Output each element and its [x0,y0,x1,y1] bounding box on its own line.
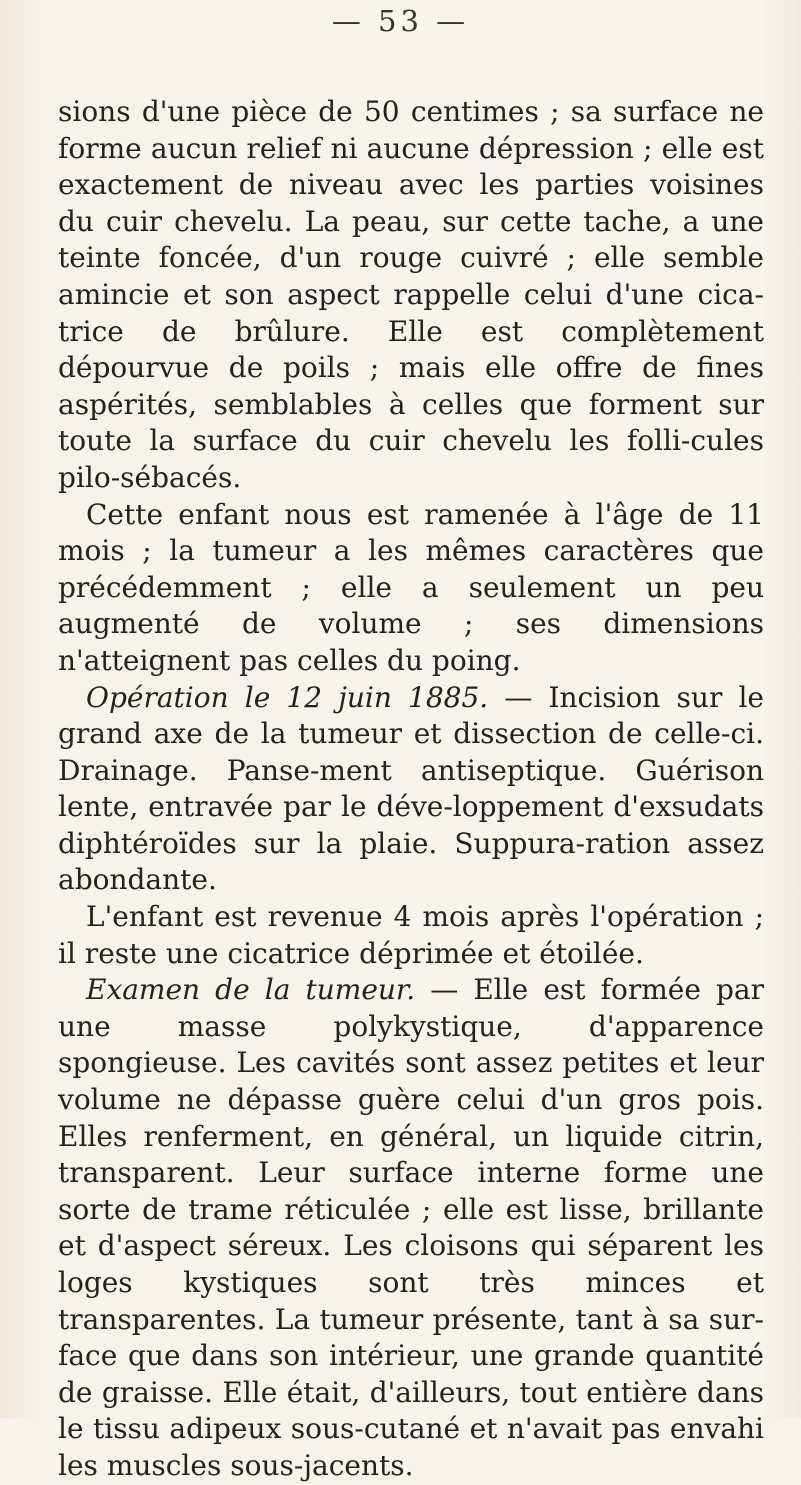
paragraph-3 [58,680,764,900]
paragraph-5 [58,972,764,1484]
body-text [58,94,764,1485]
paragraph-3-text: — Incision sur le grand axe de la tumeur et dissection de celle-ci. Drainage. Panse-ment antiseptique. Guérison lente, entravée par le déve-loppement d'exsudats diphtéroïdes sur la plaie. Suppura-ration assez abondante. [58,680,764,897]
paragraph-3-lead: Opération le 12 juin 1885. [86,680,489,714]
page-number: — 53 — [331,4,470,38]
paragraph-2 [58,497,764,680]
paragraph-5-text: — Elle est formée par une masse polykystique, d'apparence spongieuse. Les cavités sont assez petites et leur volume ne dépasse guère celui d'un gros pois. Elles renferment, en général, un liquide citrin, transparent. Leur surface interne forme une sorte de trame réticulée ; elle est lisse, brillante et d'aspect séreux. Les cloisons qui séparent les loges kystiques sont très minces et transparentes. La tumeur présente, tant à sa sur-face que dans son intérieur, une grande quantité de graisse. Elle était, d'ailleurs, tout entière dans le tissu adipeux sous-cutané et n'avait pas envahi les muscles sous-jacents. [58,973,764,1482]
paragraph-1 [58,94,764,497]
paragraph-4-text: L'enfant est revenue 4 mois après l'opération ; il reste une cicatrice déprimée et étoilée. [58,900,764,970]
paragraph-4 [58,899,764,972]
paragraph-1-text: sions d'une pièce de 50 centimes ; sa surface ne forme aucun relief ni aucune dépression ; elle est exactement de niveau avec les parties voisines du cuir chevelu. La peau, sur cette tache, a une teinte foncée, d'un rouge cuivré ; elle semble amincie et son aspect rappelle celui d'une cica-trice de brûlure. Elle est complètement dépourvue de poils ; mais elle offre de fines aspérités, semblables à celles que forment sur toute la surface du cuir chevelu les folli-cules pilo-sébacés. [58,95,764,494]
paragraph-5-lead: Examen de la tumeur. [86,973,416,1007]
paragraph-2-text: Cette enfant nous est ramenée à l'âge de 11 mois ; la tumeur a les mêmes caractères que précédemment ; elle a seulement un peu augmenté de volume ; ses dimensions n'atteignent pas celles du poing. [58,497,764,677]
